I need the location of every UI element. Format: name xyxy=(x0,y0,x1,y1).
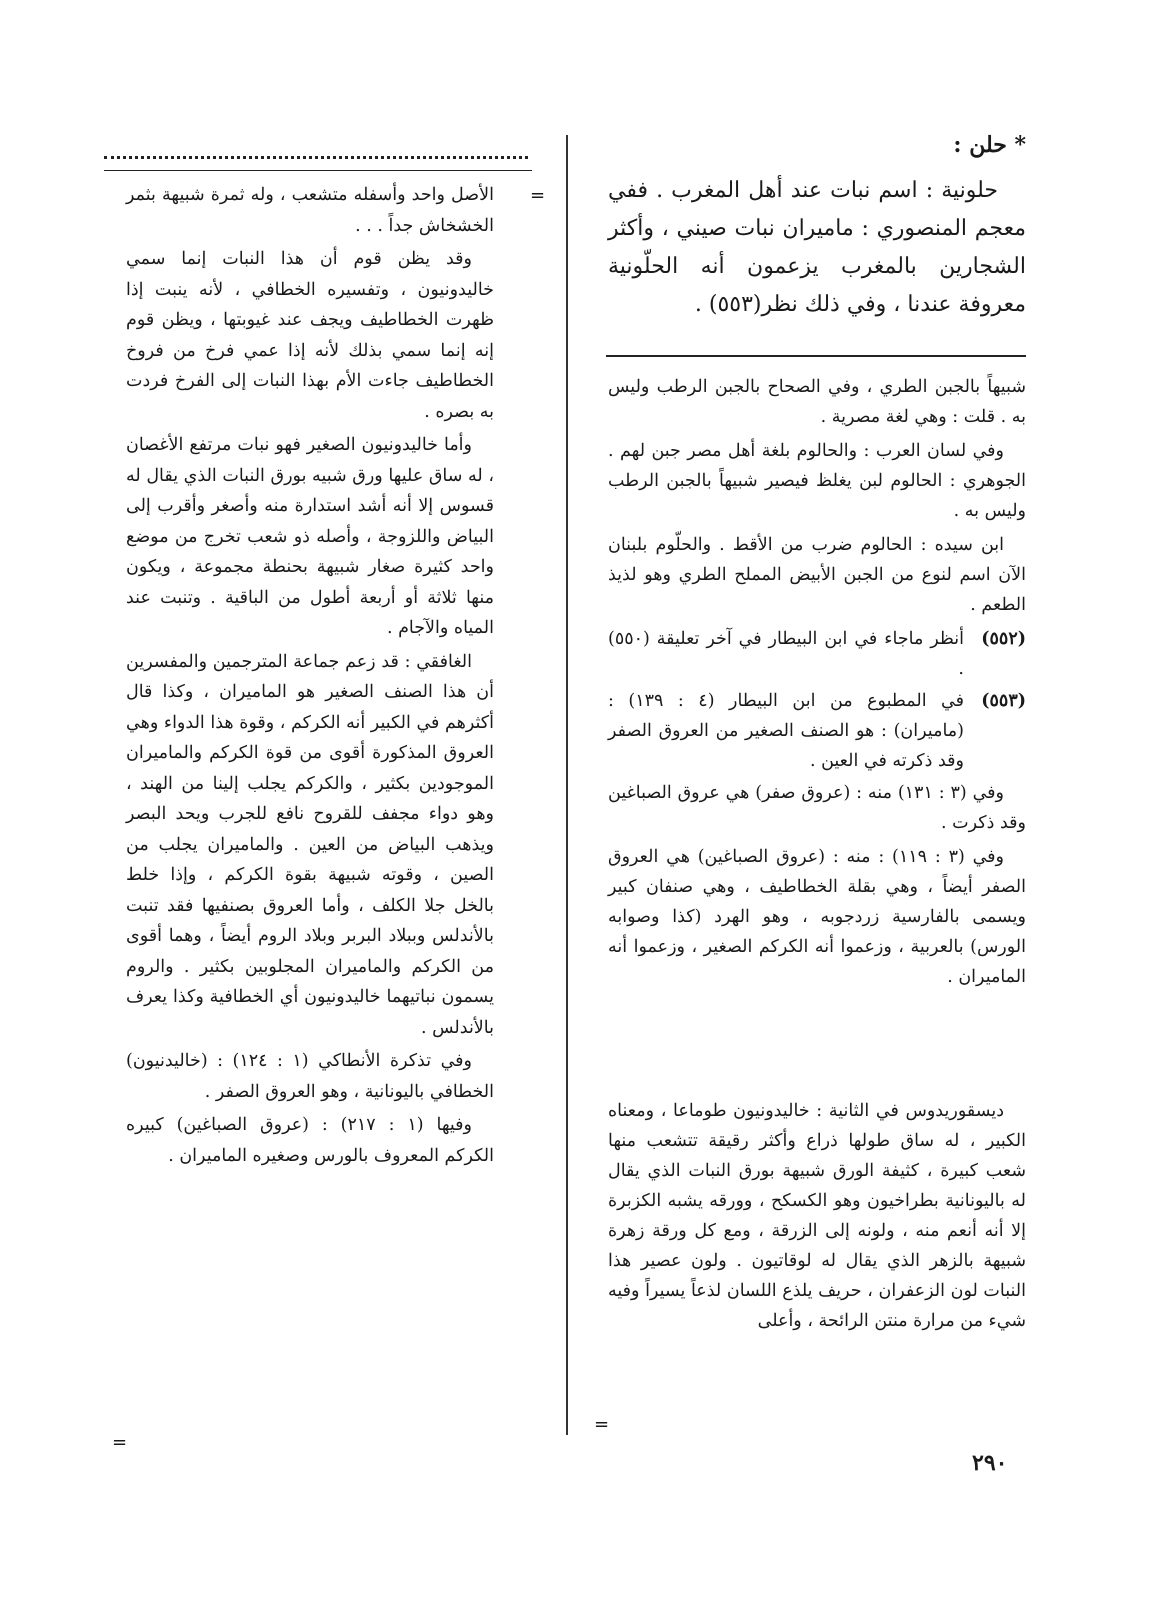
right-description xyxy=(608,1096,1026,1336)
left-paragraph-4: الغافقي : قد زعم جماعة المترجمين والمفسرين أن هذا الصنف الصغير هو الماميران ، وكذا قال أكثرهم في الكبير أنه الكركم ، وقوة هذا الدواء وهي العروق المذكورة أقوى من قوة الكركم والماميران الموجودين بكثير ، والكركم يجلب إلينا من الهند ، وهو دواء مجفف للقروح نافع للجرب ويحد البصر ويذهب البياض من العين . والماميران يجلب من الصين ، وقوته شبيهة بقوة الكركم ، وإذا خلط بالخل جلا الكلف ، وأما العروق بصنفيها فقد تنبت بالأندلس وببلاد البربر وبلاد الروم أيضاً ، وهما أقوى من الكركم والماميران المجلوبين بكثير . والروم يسمون نباتيهما خاليدونيون أي الخطافية وكذا يعرف بالأندلس . xyxy=(126,651,494,1038)
footnote-553-part-c: وفي (٣ : ١١٩) : منه : (عروق الصباغين) هي العروق الصفر أيضاً ، وهي بقلة الخطاطيف ، وهي صنفان كبير ويسمى بالفارسية زردجوبه ، وهو الهرد (كذا وصوابه الورس) بالعربية ، وزعموا أنه الكركم الصغير ، وزعموا أنه الماميران . xyxy=(608,847,1026,987)
footnote-text: في المطبوع من ابن البيطار (٤ : ١٣٩) : (ماميران) : هو الصنف الصغير من العروق الصفر وقد ذكرته في العين . xyxy=(608,691,964,771)
footnote-553-part-b: وفي (٣ : ١٣١) منه : (عروق صفر) هي عروق الصباغين وقد ذكرت . xyxy=(608,783,1026,833)
footnote-continuation-1: شبيهاً بالجبن الطري ، وفي الصحاح بالجبن الرطب وليس به . قلت : وهي لغة مصرية . xyxy=(608,377,1026,427)
footnote-separator-right xyxy=(606,355,1026,357)
footnote-553 xyxy=(608,686,1026,776)
left-paragraph-3: وأما خاليدونيون الصغير فهو نبات مرتفع الأغصان ، له ساق عليها ورق شبيه بورق النبات الذي يقال له قسوس إلا أنه أشد استدارة منه وأصغر وأقرب إلى البياض واللزوجة ، وأصله ذو شعب تخرج من موضع واحد كثيرة صغار شبيهة بحنطة مجموعة ، ويكون منها ثلاثة أو أربعة أطول من الباقية . وتنبت عند المياه والآجام . xyxy=(126,435,494,638)
footnote-continuation-2: وفي لسان العرب : والحالوم بلغة أهل مصر جبن لهم . الجوهري : الحالوم لبن يغلظ فيصير شبيهاً بالجبن الرطب وليس به . xyxy=(608,441,1026,521)
description-paragraph: ديسقوريدوس في الثانية : خاليدونيون طوماعا ، ومعناه الكبير ، له ساق طولها ذراع وأكثر رقيقة تتشعب منها شعب كبيرة ، كثيفة الورق شبيهة بورق النبات الذي يقال له باليونانية بطراخيون وهو الكسكح ، وورقه يشبه الكزبرة إلا أنه أنعم منه ، ولونه إلى الزرقة ، ومع كل ورقة زهرة شبيهة بالزهر الذي يقال له لوقاتيون . ولون عصير هذا النبات لون الزعفران ، حريف يلذع اللسان لذعاً يسيراً وفيه شيء من مرارة منتن الرائحة ، وأعلى xyxy=(608,1101,1026,1331)
continuation-mark-left-top: = xyxy=(530,185,546,206)
left-paragraph-5: وفي تذكرة الأنطاكي (١ : ١٢٤) : (خاليدنيون) الخطافي باليونانية ، وهو العروق الصفر . xyxy=(126,1051,494,1102)
footnote-number: (٥٥٢) xyxy=(981,629,1026,649)
continuation-mark-right: = xyxy=(594,1414,610,1435)
right-footnotes xyxy=(608,372,1026,996)
footnote-text: أنظر ماجاء في ابن البيطار في آخر تعليقة (٥٥٠) . xyxy=(608,629,964,679)
continuation-mark-left-bottom: = xyxy=(112,1432,128,1453)
footnote-552 xyxy=(608,624,1026,684)
page-number: ٢٩٠ xyxy=(972,1450,1008,1476)
footnote-number: (٥٥٣) xyxy=(981,691,1026,711)
left-paragraph-2: وقد يظن قوم أن هذا النبات إنما سمي خاليدونيون ، وتفسيره الخطافي ، لأنه ينبت إذا ظهرت الخطاطيف ويجف عند غيوبتها ، ويظن قوم إنه إنما سمي بذلك لأنه إذا عمي فرخ من فروخ الخطاطيف جاءت الأم بهذا النبات إلى الفرخ فردت به بصره . xyxy=(126,249,494,422)
footnote-separator-left xyxy=(104,170,532,171)
dotted-separator xyxy=(104,156,528,159)
left-column xyxy=(126,180,494,1174)
left-paragraph-1: الأصل واحد وأسفله متشعب ، وله ثمرة شبيهة بثمر الخشخاش جداً . . . xyxy=(126,185,494,236)
footnote-continuation-3: ابن سيده : الحالوم ضرب من الأقط . والحلّوم بلبنان الآن اسم لنوع من الجبن الأبيض المملح الطري وهو لذيذ الطعم . xyxy=(608,535,1026,615)
left-paragraph-6: وفيها (١ : ٢١٧) : (عروق الصباغين) كبيره الكركم المعروف بالورس وصغيره الماميران . xyxy=(126,1115,494,1166)
main-paragraph: حلونية : اسم نبات عند أهل المغرب . ففي معجم المنصوري : ماميران نبات صيني ، وأكثر الشجارين بالمغرب يزعمون أنه الحلّونية معروفة عندنا ، وفي ذلك نظر(٥٥٣) . xyxy=(608,178,1026,317)
column-divider xyxy=(566,135,568,1435)
main-entry-text xyxy=(608,172,1026,324)
entry-heading: * حلن : xyxy=(953,132,1026,158)
